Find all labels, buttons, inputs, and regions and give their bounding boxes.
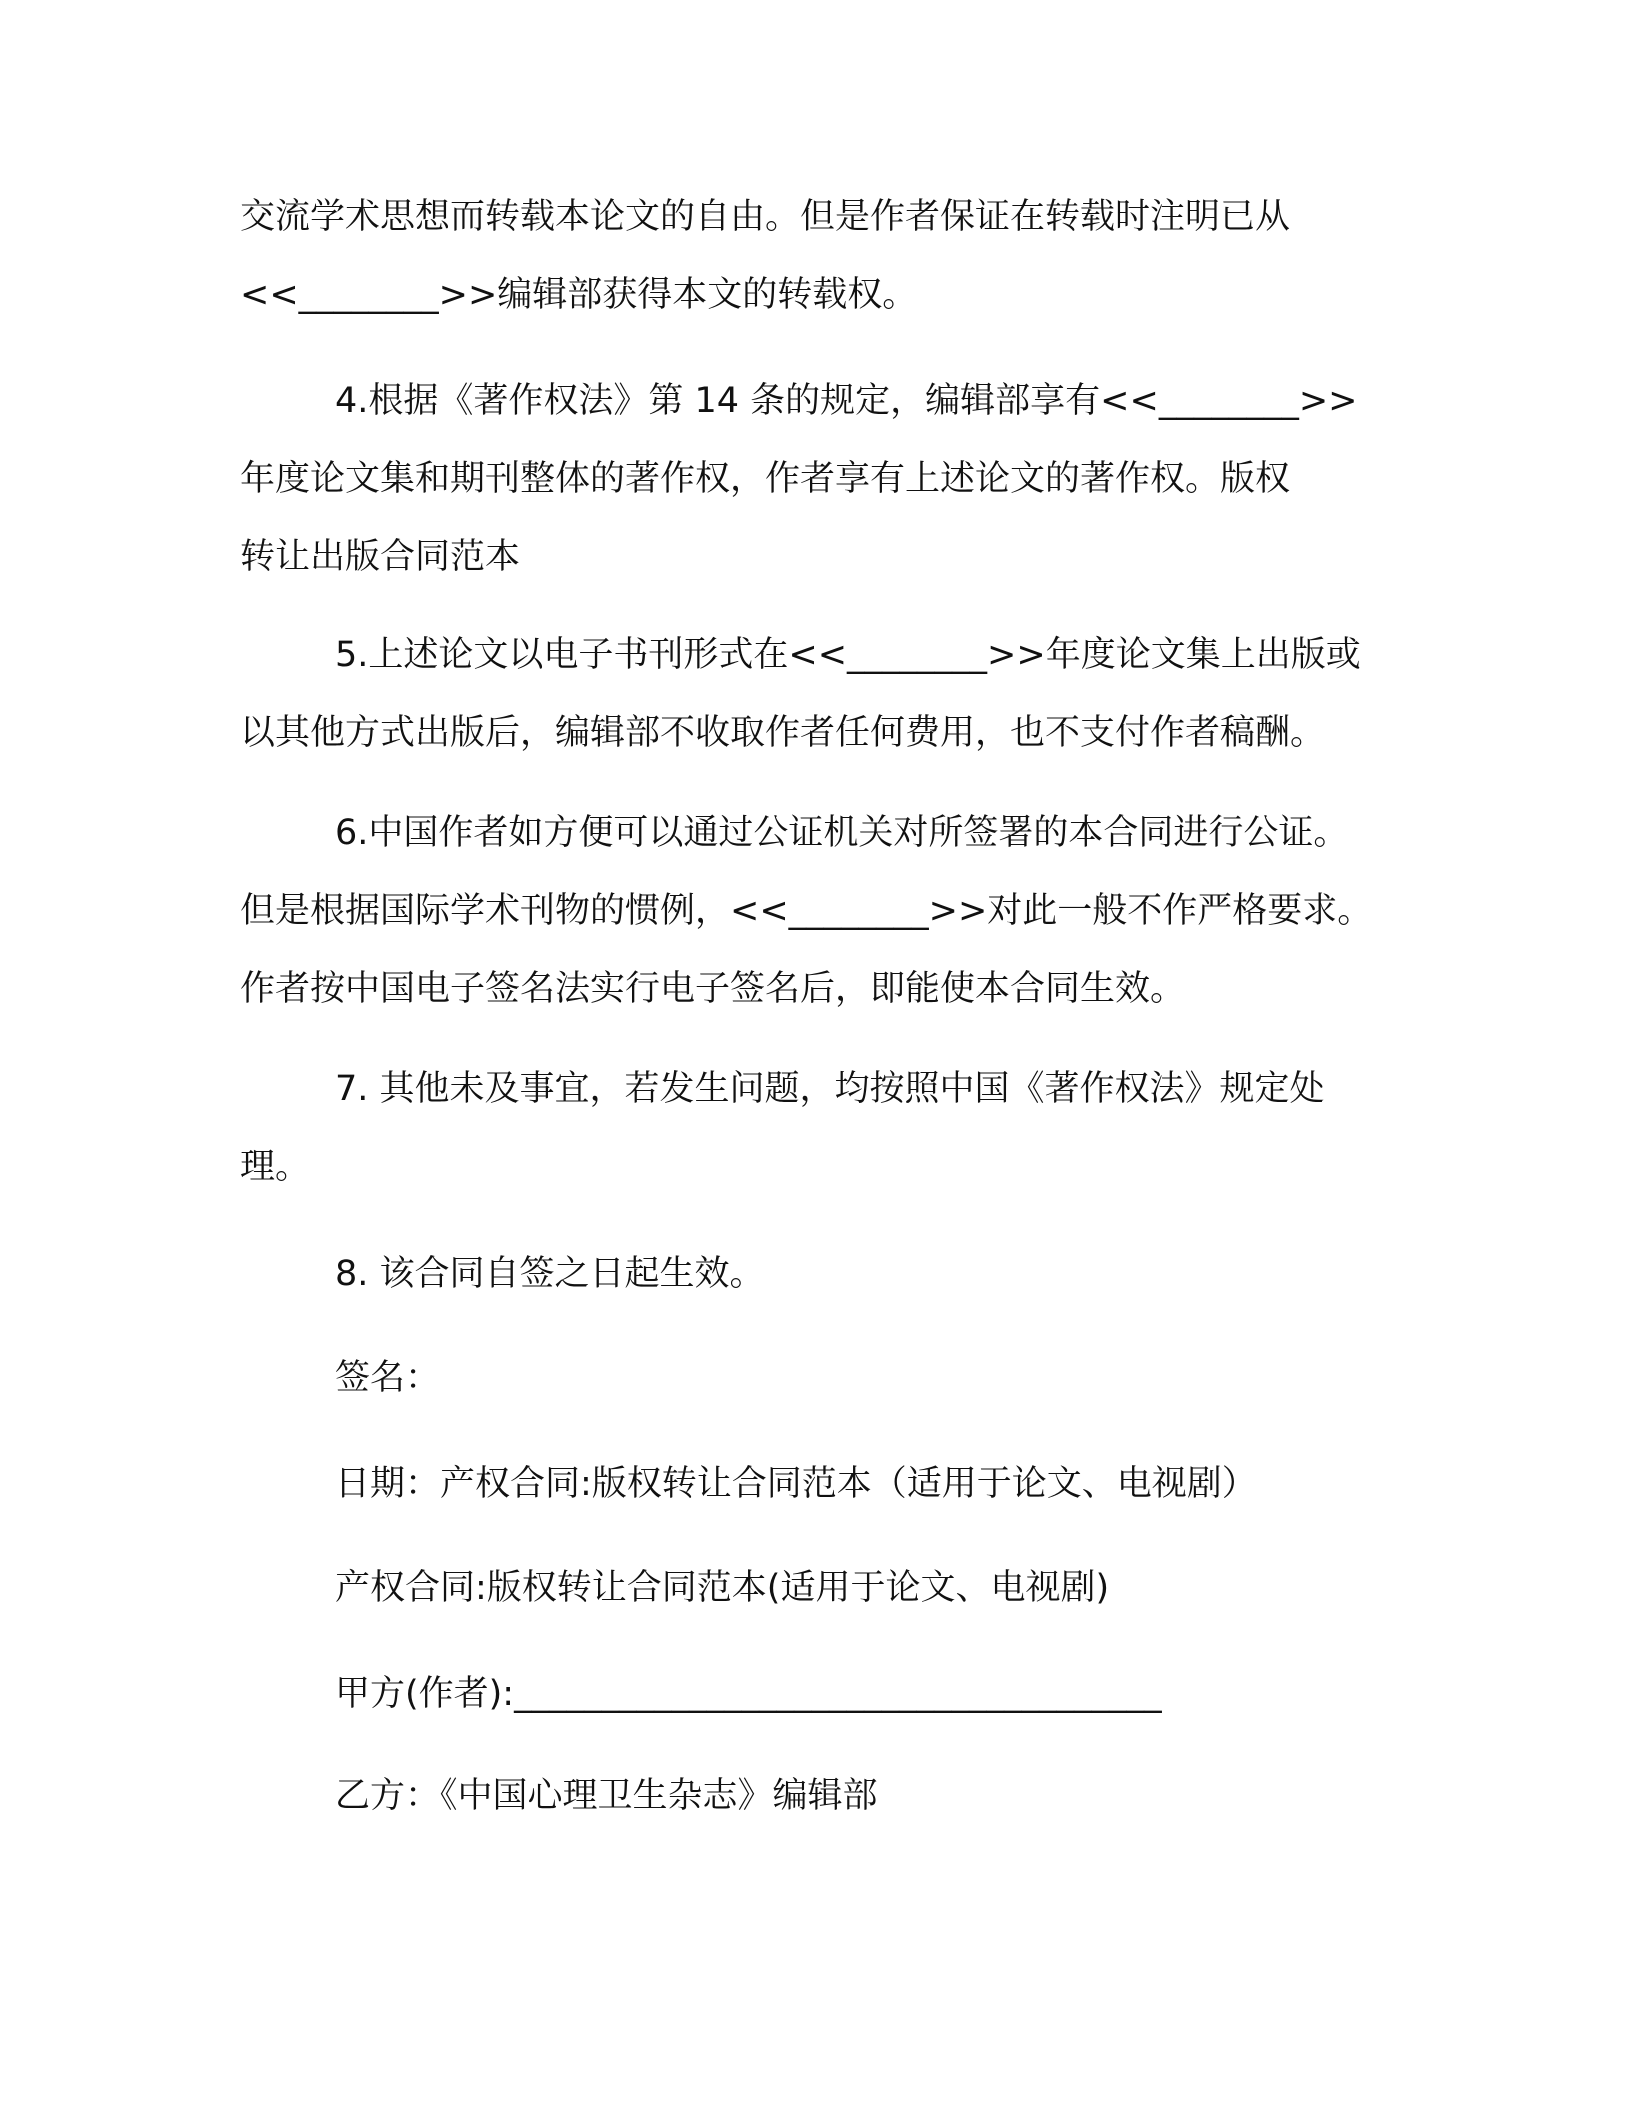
- text-line: 转让出版合同范本: [240, 537, 521, 577]
- paragraph-7: [240, 1050, 1400, 1206]
- paragraph-5: [240, 616, 1400, 772]
- text-line: 4.根据《著作权法》第 14 条的规定，编辑部享有<<________>>: [335, 381, 1358, 421]
- text-line: 7. 其他未及事宜，若发生问题，均按照中国《著作权法》规定处: [335, 1069, 1325, 1109]
- party-a-line: 甲方(作者):_____________________________________: [335, 1674, 1162, 1714]
- text-line: 5.上述论文以电子书刊形式在<<________>>年度论文集上出版或: [335, 635, 1361, 675]
- paragraph-4: [240, 362, 1400, 596]
- party-b-line: 乙方：《中国心理卫生杂志》编辑部: [335, 1776, 878, 1816]
- text-line: 交流学术思想而转载本论文的自由。但是作者保证在转载时注明已从: [240, 197, 1291, 237]
- text-line: 理。: [240, 1147, 311, 1187]
- contract-title: 产权合同:版权转让合同范本(适用于论文、电视剧): [335, 1568, 1110, 1608]
- text-line: 但是根据国际学术刊物的惯例，<<________>>对此一般不作严格要求。: [240, 891, 1373, 931]
- paragraph-8: 8. 该合同自签之日起生效。: [335, 1254, 765, 1294]
- text-line: 6.中国作者如方便可以通过公证机关对所签署的本合同进行公证。: [335, 813, 1349, 853]
- paragraph-6: [240, 794, 1400, 1028]
- text-line: 年度论文集和期刊整体的著作权，作者享有上述论文的著作权。版权: [240, 459, 1291, 499]
- signature-label: 签名：: [335, 1358, 441, 1398]
- text-line: <<________>>编辑部获得本文的转载权。: [240, 275, 918, 315]
- date-line: 日期：产权合同:版权转让合同范本（适用于论文、电视剧）: [335, 1464, 1257, 1504]
- paragraph-3-continuation: [240, 178, 1400, 334]
- text-line: 以其他方式出版后，编辑部不收取作者任何费用，也不支付作者稿酬。: [240, 713, 1326, 753]
- text-line: 作者按中国电子签名法实行电子签名后，即能使本合同生效。: [240, 969, 1186, 1009]
